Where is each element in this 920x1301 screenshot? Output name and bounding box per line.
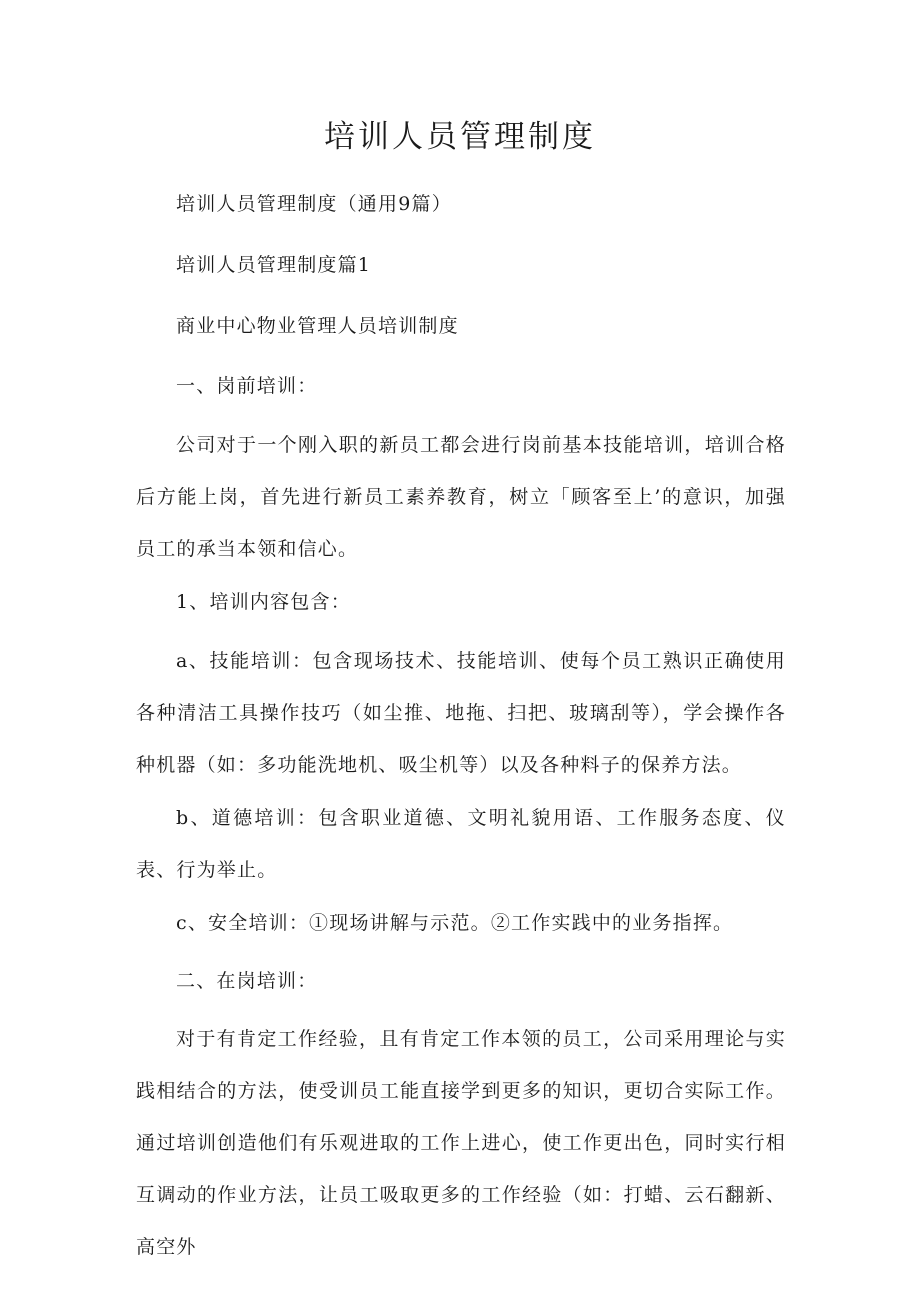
paragraph-heading-on-job: 二、在岗培训： (176, 970, 318, 992)
paragraph-doc-name: 商业中心物业管理人员培训制度 (176, 315, 459, 337)
document-title: 培训人员管理制度 (324, 119, 596, 155)
paragraph-subtitle: 培训人员管理制度（通用9篇） (176, 193, 452, 215)
paragraph-training-content: 1、培训内容包含： (176, 591, 351, 613)
paragraph-safety-training: c、安全培训：①现场讲解与示范。②工作实践中的业务指挥。 (176, 912, 734, 934)
paragraph-skill-training: a、技能培训：包含现场技术、技能培训、使每个员工熟识正确使用各种清洁工具操作技巧（如尘推、地拖、扫把、玻璃刮等），学会操作各种机器（如：多功能洗地机、吸尘机等）以及各种料子的保养方法。 (136, 650, 786, 776)
paragraph-ethics-training: b、道德培训：包含职业道德、文明礼貌用语、工作服务态度、仪表、行为举止。 (136, 807, 786, 881)
paragraph-heading-pre-job: 一、岗前培训： (176, 375, 318, 397)
paragraph-on-job-body: 对于有肯定工作经验，且有肯定工作本领的员工，公司采用理论与实践相结合的方法，使受训员工能直接学到更多的知识，更切合实际工作。通过培训创造他们有乐观进取的工作上进心，使工作更出色，同时实行相互调动的作业方法，让员工吸取更多的工作经验（如：打蜡、云石翻新、高空外 (136, 1028, 786, 1258)
paragraph-pre-job-body: 公司对于一个刚入职的新员工都会进行岗前基本技能培训，培训合格后方能上岗，首先进行新员工素养教育，树立「顾客至上’的意识，加强员工的承当本领和信心。 (136, 434, 786, 560)
paragraph-section-heading: 培训人员管理制度篇1 (176, 254, 372, 276)
